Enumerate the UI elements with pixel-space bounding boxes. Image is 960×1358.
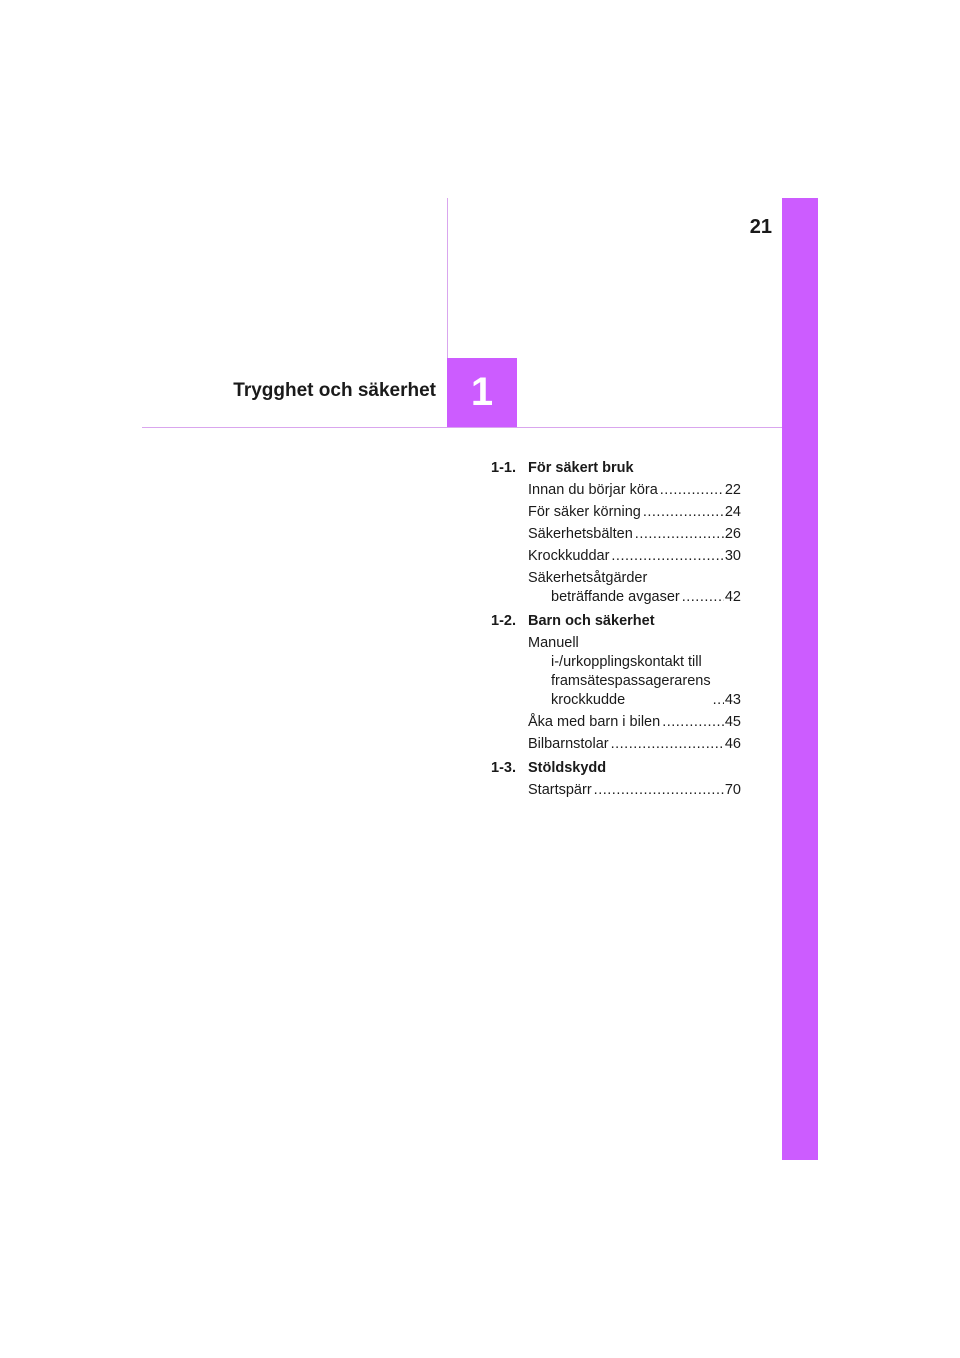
toc-section <box>491 459 741 607</box>
chapter-number-box: 1 <box>447 358 517 427</box>
toc-section-title: För säkert bruk <box>528 460 634 476</box>
toc-entry[interactable] <box>528 547 741 566</box>
toc-section-heading <box>491 759 741 778</box>
toc-entry-line: Åka med barn i bilen <box>528 714 661 730</box>
toc-entry-title <box>528 481 658 500</box>
toc-entry-line: För säker körning <box>528 504 641 520</box>
toc-entry-page: 42 <box>724 589 741 605</box>
toc-entry-page: 26 <box>724 526 741 542</box>
toc-entry-line: Startspärr <box>528 782 592 798</box>
toc-section-heading <box>491 612 741 631</box>
toc-entry-line: krockkudde <box>551 692 626 708</box>
toc-entry-title <box>528 569 680 607</box>
toc-entry[interactable] <box>528 781 741 800</box>
toc-leader-dots <box>594 781 724 800</box>
toc-entry-page: 22 <box>724 482 741 498</box>
toc-leader-dots <box>662 713 724 732</box>
toc-entry-line: beträffande avgaser <box>551 589 680 605</box>
toc-entry-line: Krockkuddar <box>528 548 610 564</box>
toc-section-number: 1-3. <box>491 760 516 776</box>
toc-entry[interactable] <box>528 481 741 500</box>
toc-entry-title <box>528 525 633 544</box>
toc-leader-dots <box>635 525 724 544</box>
toc-section <box>491 759 741 800</box>
toc-entry-title <box>528 735 609 754</box>
toc-entry[interactable] <box>528 525 741 544</box>
toc-entry-line: Manuell <box>528 635 579 651</box>
toc-entry-line: Säkerhetsbälten <box>528 526 633 542</box>
toc-entry[interactable] <box>528 569 741 607</box>
toc-entry-page: 70 <box>724 782 741 798</box>
toc-section-title: Stöldskydd <box>528 760 607 776</box>
toc-section <box>491 612 741 754</box>
toc-entry-title <box>528 634 711 710</box>
toc-entry-page: 45 <box>724 714 741 730</box>
chapter-side-tab <box>782 198 818 1160</box>
toc-entry-title <box>528 781 592 800</box>
toc-section-number: 1-1. <box>491 460 516 476</box>
toc-leader-dots <box>611 735 724 754</box>
toc-entry-title <box>528 547 609 566</box>
toc-entry-page: 46 <box>724 736 741 752</box>
toc-entry-page: 24 <box>724 504 741 520</box>
toc-entry-line: i-/urkopplingskontakt till <box>551 654 702 670</box>
toc-section-number: 1-2. <box>491 613 516 629</box>
chapter-title: Trygghet och säkerhet <box>233 380 436 401</box>
toc-leader-dots <box>713 691 724 710</box>
toc-leader-dots <box>611 547 723 566</box>
vertical-rule <box>447 198 448 358</box>
toc-leader-dots <box>643 503 724 522</box>
toc-entry[interactable] <box>528 735 741 754</box>
table-of-contents <box>491 459 741 805</box>
toc-leader-dots <box>660 481 724 500</box>
toc-entry-line: framsätespassagerarens <box>551 673 711 689</box>
horizontal-rule <box>142 427 782 428</box>
toc-entry-title <box>528 503 641 522</box>
toc-leader-dots <box>682 588 724 607</box>
toc-entry[interactable] <box>528 634 741 710</box>
toc-entry-title <box>528 713 660 732</box>
toc-entry-line: Säkerhetsåtgärder <box>528 570 648 586</box>
toc-section-heading <box>491 459 741 478</box>
toc-entry-line: Innan du börjar köra <box>528 482 658 498</box>
toc-entry[interactable] <box>528 503 741 522</box>
page-number: 21 <box>749 216 772 238</box>
toc-section-title: Barn och säkerhet <box>528 613 655 629</box>
toc-entry-page: 43 <box>724 692 741 708</box>
toc-entry-page: 30 <box>724 548 741 564</box>
toc-entry-line: Bilbarnstolar <box>528 736 609 752</box>
toc-entry[interactable] <box>528 713 741 732</box>
